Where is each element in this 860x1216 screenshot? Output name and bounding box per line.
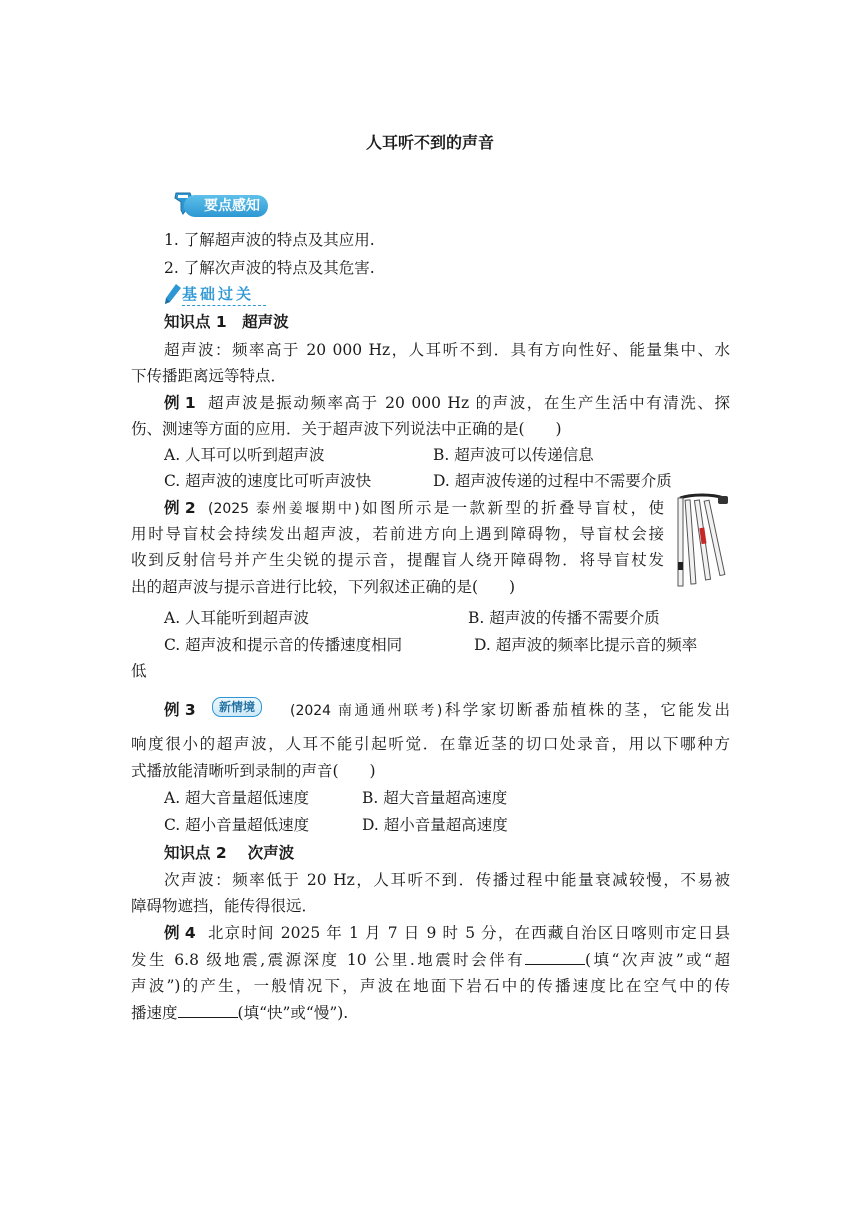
ex2-q2: 用时导盲杖会持续发出超声波，若前进方向上遇到障碍物，导盲杖会接 [131, 525, 664, 543]
ex3-label: 例 3 [164, 701, 196, 719]
ex4-q4 [131, 1003, 348, 1023]
kp1-text-1: 超声波：频率高于 20 000 Hz，人耳听不到．具有方向性好、能量集中、水 [164, 341, 730, 359]
new-context-tag: 新情境 [212, 697, 262, 717]
ex3-q1-text: 科学家切断番茄植株的茎，它能发出 [442, 701, 730, 719]
ex1-option-b: B. 超声波可以传递信息 [433, 446, 594, 464]
ex3-option-c: C. 超小音量超低速度 [164, 816, 310, 834]
ex1-option-a: A. 人耳可以听到超声波 [164, 446, 325, 464]
ex4-q4-text-a: 播速度 [131, 1004, 178, 1022]
ex2-option-c: C. 超声波和提示音的传播速度相同 [164, 636, 403, 654]
ex2-label: 例 2 [164, 499, 196, 517]
kp2-heading: 知识点 2 次声波 [164, 844, 295, 862]
basics-heading: 基础过关 [182, 285, 255, 303]
answer-blank-1[interactable] [525, 950, 585, 965]
folding-cane-image [672, 492, 732, 592]
ex4-q1: 北京时间 2025 年 1 月 7 日 9 时 5 分，在西藏自治区日喀则市定日县 [208, 924, 730, 942]
ex2-q1 [208, 498, 664, 519]
ex3-option-d: D. 超小音量超高速度 [362, 816, 508, 834]
page-title: 人耳听不到的声音 [365, 133, 494, 152]
ex4-q2-text-b: (填“次声波”或“超 [585, 951, 730, 969]
ex3-option-b: B. 超大音量超高速度 [362, 789, 508, 807]
ex4-q3: 声波”)的产生，一般情况下，声波在地面下岩石中的传播速度比在空气中的传 [131, 977, 730, 995]
objective-1: 1. 了解超声波的特点及其应用. [164, 231, 375, 249]
ex1-label: 例 1 [164, 394, 196, 412]
ex4-q4-text-b: (填“快”或“慢”). [237, 1004, 349, 1022]
kp2-text-2: 障碍物遮挡，能传得很远． [131, 897, 318, 915]
key-points-badge: 要点感知 [184, 195, 268, 217]
ex1-q2: 伤、测速等方面的应用．关于超声波下列说法中正确的是( ) [131, 420, 562, 438]
objective-2: 2. 了解次声波的特点及其危害. [164, 259, 375, 277]
basics-underline [182, 305, 266, 306]
ex3-q2: 响度很小的超声波，人耳不能引起听觉．在靠近茎的切口处录音，用以下哪种方 [131, 735, 730, 753]
ex2-option-d-cont: 低 [131, 662, 147, 680]
ex2-q4: 出的超声波与提示音进行比较，下列叙述正确的是( ) [131, 578, 516, 596]
kp1-heading: 知识点 1 超声波 [164, 313, 289, 331]
ex4-label: 例 4 [164, 924, 196, 942]
ex2-q3: 收到反射信号并产生尖锐的提示音，提醒盲人绕开障碍物．将导盲杖发 [131, 551, 664, 569]
kp2-text-1: 次声波：频率低于 20 Hz，人耳听不到．传播过程中能量衰减较慢，不易被 [164, 871, 730, 889]
ex1-q1: 超声波是振动频率高于 20 000 Hz 的声波，在生产生活中有清洗、探 [208, 394, 730, 412]
ex2-option-b: B. 超声波的传播不需要介质 [468, 609, 660, 627]
ex2-option-d: D. 超声波的频率比提示音的频率 [474, 636, 698, 654]
answer-blank-2[interactable] [178, 1003, 238, 1018]
ex1-option-d: D. 超声波传递的过程中不需要介质 [433, 472, 672, 490]
ex1-option-c: C. 超声波的速度比可听声波快 [164, 472, 372, 490]
ex4-q2 [131, 950, 730, 970]
ex2-option-a: A. 人耳能听到超声波 [164, 609, 310, 627]
ex4-q2-text-a: 发生 6.8 级地震,震源深度 10 公里.地震时会伴有 [131, 951, 526, 969]
ex3-tag-wrap [212, 697, 262, 717]
ex2-source: (2025 泰州姜堰期中) [208, 501, 360, 517]
ex2-q1-text: 如图所示是一款新型的折叠导盲杖，使 [359, 499, 664, 517]
kp1-text-2: 下传播距离远等特点． [131, 367, 287, 385]
ex3-q3: 式播放能清晰听到录制的声音( ) [131, 762, 376, 780]
ex3-q1 [290, 700, 730, 721]
pencil-icon [164, 283, 182, 305]
ex3-source: (2024 南通通州联考) [290, 703, 443, 719]
ex3-option-a: A. 超大音量超低速度 [164, 789, 310, 807]
